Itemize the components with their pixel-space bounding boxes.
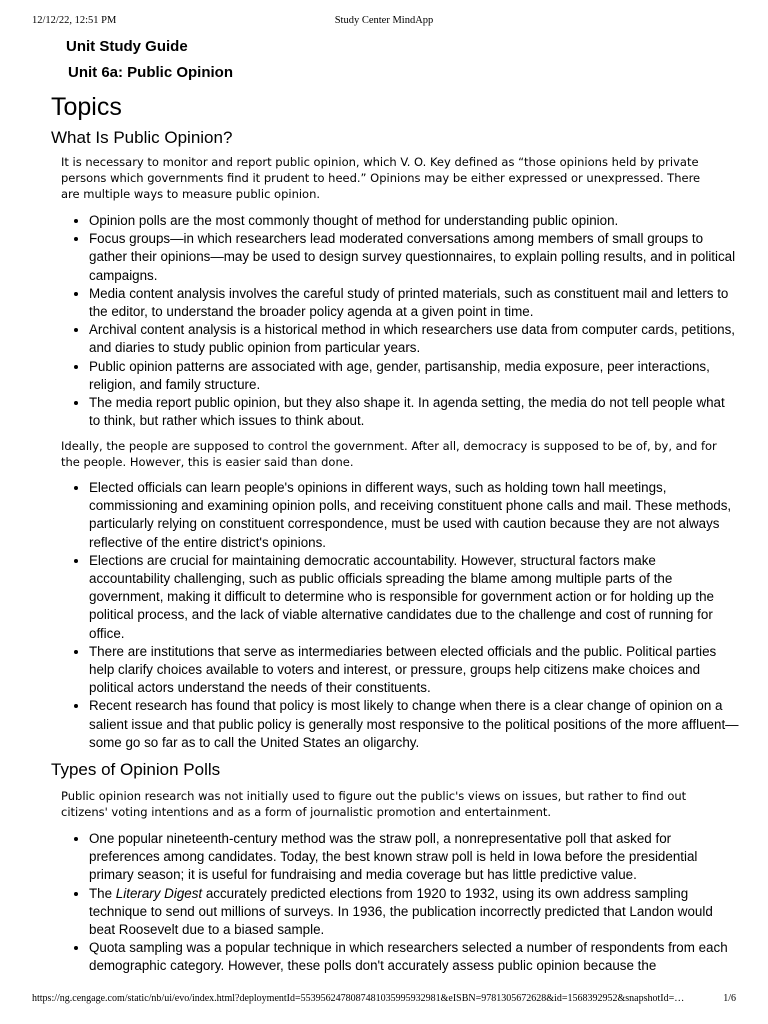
section1-bullet-list-2 (72, 479, 739, 752)
print-header (32, 15, 736, 29)
list-item: • Opinion polls are the most commonly thought of method for understanding public opinion. (89, 212, 739, 230)
page-number: 1/6 (723, 993, 736, 1004)
list-item: • Media content analysis involves the careful study of printed materials, such as constituent mail and letters to the editor, to understand the broader policy agenda at a given point in time. (89, 285, 739, 321)
print-url: https://ng.cengage.com/static/nb/ui/evo/index.html?deploymentId=5539562478087481035995932981&eISBN=9781305672628&id=1568392952&snapshotId=… (32, 993, 685, 1004)
section2-bullet-list (72, 830, 739, 976)
list-item: • There are institutions that serve as intermediaries between elected officials and the public. Political parties help clarify choices available to voters and interest, or pressure, groups help citizens make choices and political actors understand the needs of their constituents. (89, 643, 739, 698)
list-item: • Archival content analysis is a historical method in which researchers use data from computer cards, petitions, and diaries to study public opinion from particular years. (89, 321, 739, 357)
publication-title: Literary Digest (115, 885, 203, 901)
section-heading-types-of-opinion-polls: Types of Opinion Polls (51, 760, 221, 779)
list-item: • One popular nineteenth-century method was the straw poll, a nonrepresentative poll that asked for preferences among candidates. Today, the best known straw poll is held in Iowa before the presidential primary season; it is useful for fundraising and media coverage but has little predictive value. (89, 830, 739, 885)
unit-title: Unit 6a: Public Opinion (68, 64, 233, 81)
list-item: • Recent research has found that policy is most likely to change when there is a clear change of opinion on a salient issue and that public policy is generally most responsive to the political positions of the more affluent—some go so far as to call the United States an oligarchy. (89, 697, 739, 752)
guide-title: Unit Study Guide (66, 38, 188, 55)
section2-intro: Public opinion research was not initially used to figure out the public's views on issues, but rather to find out citizens' voting intentions and as a form of journalistic promotion and entertainment. (61, 789, 687, 819)
print-footer (32, 993, 736, 1007)
list-item: • Quota sampling was a popular technique in which researchers selected a number of respondents from each demographic category. However, these polls don't accurately assess public opinion because the (89, 939, 739, 975)
print-datetime: 12/12/22, 12:51 PM (32, 15, 117, 26)
list-item: • Focus groups—in which researchers lead moderated conversations among members of small groups to gather their opinions—may be used to design survey questionnaires, to explain polling results, and in political campaigns. (89, 230, 739, 285)
print-page-title: Study Center MindApp (334, 15, 434, 26)
list-item: • Elections are crucial for maintaining democratic accountability. However, structural factors make accountability challenging, such as public officials spreading the blame among multiple parts of the government, making it difficult to determine who is responsible for government action or for holding up the political process, and the lack of viable alternative candidates due to the challenge and cost of running for office. (89, 552, 739, 643)
section-heading-what-is-public-opinion: What Is Public Opinion? (51, 128, 233, 147)
topics-heading: Topics (51, 93, 122, 121)
section1-intro2: Ideally, the people are supposed to control the government. After all, democracy is supposed to be of, by, and for the people. However, this is easier said than done. (61, 439, 717, 469)
list-item (89, 885, 739, 940)
section1-intro: It is necessary to monitor and report public opinion, which V. O. Key defined as “those opinions held by private persons which governments find it prudent to heed.” Opinions may be either expressed or unexpressed. There are multiple ways to measure public opinion. (61, 155, 701, 201)
section1-bullet-list (72, 212, 739, 430)
bullet-text-post: accurately predicted elections from 1920 to 1932, using its own address sampling technique to send out millions of surveys. In 1936, the publication incorrectly predicted that Landon would beat Roosevelt due to a biased sample. (89, 885, 713, 938)
list-item: • The media report public opinion, but they also shape it. In agenda setting, the media do not tell people what to think, but rather which issues to think about. (89, 394, 739, 430)
list-item: • Elected officials can learn people's opinions in different ways, such as holding town hall meetings, commissioning and examining opinion polls, and receiving constituent phone calls and mail. These methods, particularly relying on constituent correspondence, must be used with caution because they are not always reflective of the entire district's opinions. (89, 479, 739, 552)
bullet-text-pre: The (89, 885, 116, 901)
list-item: • Public opinion patterns are associated with age, gender, partisanship, media exposure, peer interactions, religion, and family structure. (89, 358, 739, 394)
